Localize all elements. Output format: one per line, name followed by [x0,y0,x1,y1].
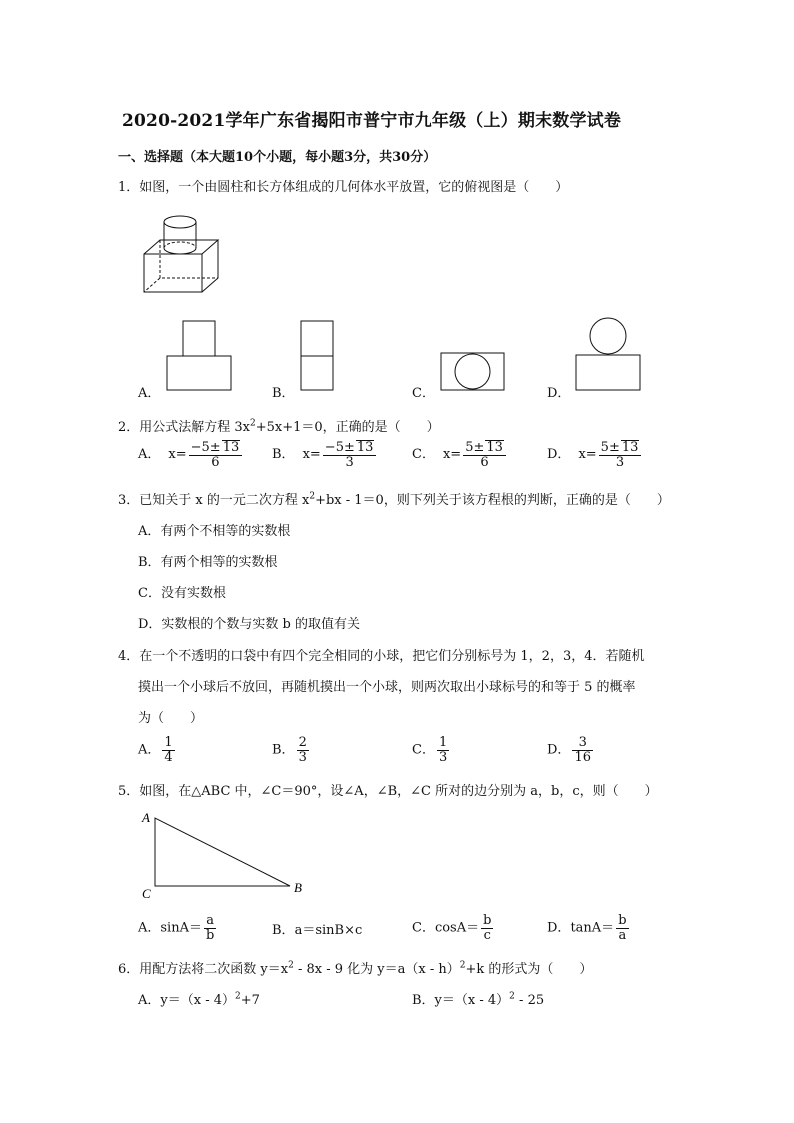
question-2: 2．用公式法解方程 $3x^2+5x+1=0$，正确的是（ ） [118,418,440,435]
q1-option-d-label: D． [547,386,571,401]
q1-option-b-label: B． [272,386,295,401]
question-4-line-2: 摸出一个小球后不放回，再随机摸出一个小球，则两次取出小球标号的和等于 5 的概率 [138,680,636,695]
question-5: 5．如图，在△ABC 中，∠C＝90°，设∠A，∠B，∠C 所对的边分别为 a，b，c，则（ ） [118,784,658,799]
q5-option-c: C．cosA＝ $\frac{b}{c}$ [412,913,492,943]
q5-option-d: D．tanA＝ $\frac{b}{a}$ [547,913,627,943]
question-4-line-1: 4．在一个不透明的口袋中有四个完全相同的小球，把它们分别标号为 1，2，3，4．若随机 [118,649,645,664]
q1-option-b-figure [300,320,336,392]
q3-option-a: A．有两个不相等的实数根 [138,524,291,539]
q4-option-c: C． $\frac{1}{3}$ [412,735,448,765]
q3-option-b: B．有两个相等的实数根 [138,555,278,570]
vertex-label-c: C [142,886,151,901]
q4-option-a: A． $\frac{1}{4}$ [138,735,173,765]
q5-option-a: A．sinA＝ $\frac{a}{b}$ [138,913,215,943]
q2-option-a: A． x= $\frac{-5\pm 13}{6}$ [138,440,244,469]
question-3: 3．已知关于 x 的一元二次方程 $x^2+bx - 1=0$，则下列关于该方程根的判断，正确的是（ ） [118,491,670,508]
q6-option-b: B．y＝（x - 4）$^2$ - 25 [412,991,545,1008]
q4-option-b: B． $\frac{2}{3}$ [272,735,307,765]
q6-option-a: A．y＝（x - 4）$^2$+7 [138,991,260,1008]
question-6: 6．用配方法将二次函数 $y=x^2 - 8x - 9$ 化为 y＝a（x - h）$^2$+k 的形式为（ ） [118,960,593,977]
q5-triangle-figure [140,810,320,902]
q5-option-b: B．a＝sinB×c [272,923,363,938]
q4-option-d: D． $\frac{3}{16}$ [547,735,591,765]
section-heading: 一、选择题（本大题10个小题，每小题3分，共30分） [118,150,437,165]
q1-option-c-figure [440,352,506,392]
q1-option-a-label: A． [138,386,161,401]
question-1: 1．如图，一个由圆柱和长方体组成的几何体水平放置，它的俯视图是（ ） [118,180,569,195]
q1-option-a-figure [166,320,236,392]
page-title: 2020-2021学年广东省揭阳市普宁市九年级（上）期末数学试卷 [122,111,622,131]
q2-option-d: D． x= $\frac{5\pm 13}{3}$ [547,440,643,469]
q2-option-c: C． x= $\frac{5\pm 13}{6}$ [412,440,508,469]
vertex-label-a: A [142,810,150,825]
q3-option-d: D．实数根的个数与实数 b 的取值有关 [138,617,361,632]
q2-option-b: B． x= $\frac{-5\pm 13}{3}$ [272,440,378,469]
question-4-line-3: 为（ ） [138,711,204,726]
q1-solid-figure [140,210,230,300]
q1-option-d-figure [575,317,643,393]
q1-option-c-label: C． [412,386,435,401]
q3-option-c: C．没有实数根 [138,586,226,601]
vertex-label-b: B [294,880,302,895]
